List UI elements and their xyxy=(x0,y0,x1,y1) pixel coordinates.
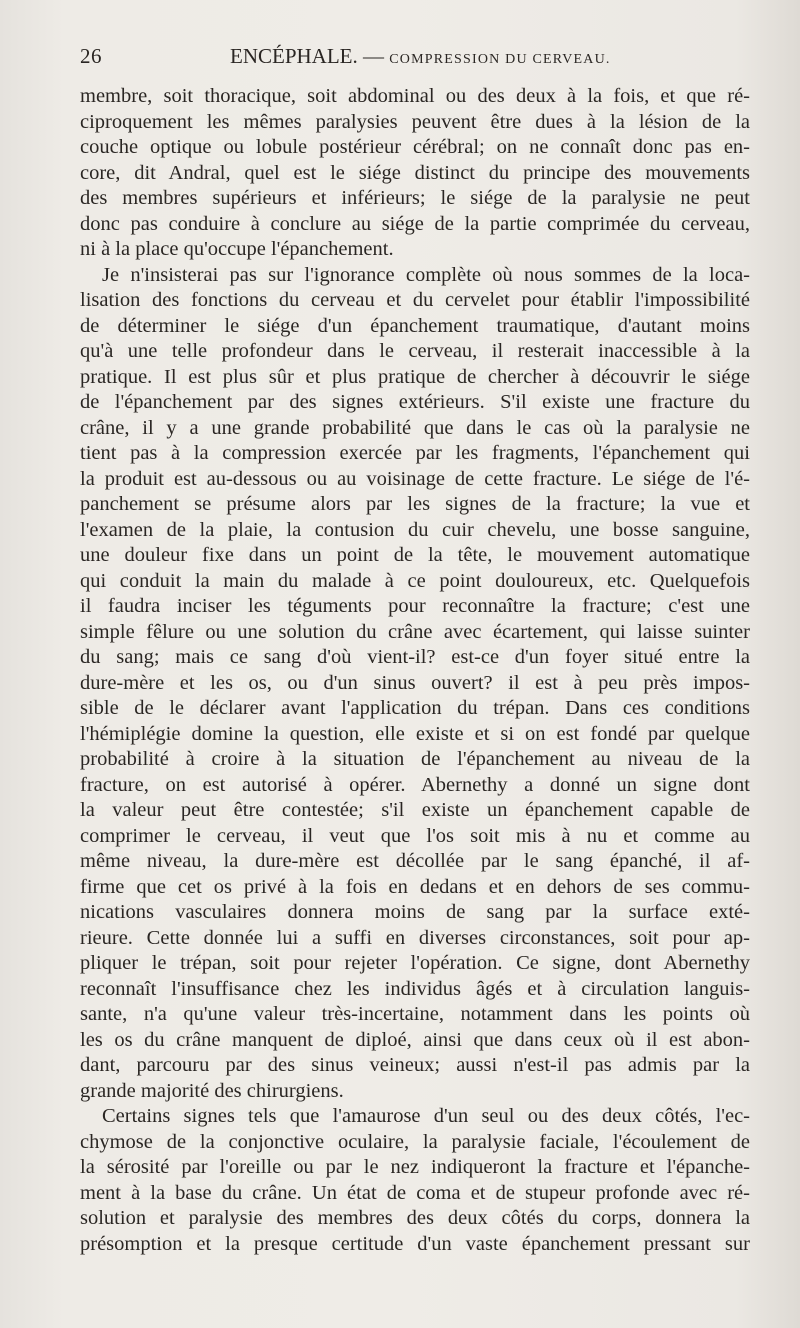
running-title-subject: COMPRESSION DU CERVEAU. xyxy=(389,52,611,67)
text-line: sible de le déclarer avant l'application du trépan. Dans ces conditions xyxy=(80,697,750,719)
text-line: chymose de la conjonctive oculaire, la paralysie faciale, l'écoulement de xyxy=(80,1130,750,1153)
text-line: qu'à une telle profondeur dans le cerveau, il resterait inaccessible à la xyxy=(80,340,750,362)
text-line: reconnaît l'insuffisance chez les individus âgés et à circulation languis- xyxy=(80,977,750,1000)
page-number: 26 xyxy=(80,44,102,68)
text-line: lisation des fonctions du cerveau et du cervelet pour établir l'impossibilité xyxy=(80,289,750,311)
text-line: la sérosité par l'oreille ou par le nez indiqueront la fracture et l'épanche- xyxy=(80,1156,750,1178)
text-line: qui conduit la main du malade à ce point douloureux, etc. Quelquefois xyxy=(80,569,750,592)
text-line: sante, n'a qu'une valeur très-incertaine, notamment dans les points où xyxy=(80,1003,750,1025)
text-line: présomption et la presque certitude d'un vaste épanchement pressant sur xyxy=(80,1232,750,1255)
text-line: de l'épanchement par des signes extérieurs. S'il existe une fracture du xyxy=(80,391,750,413)
text-line: rieure. Cette donnée lui a suffi en diverses circonstances, soit pour ap- xyxy=(80,926,750,949)
text-line: solution et paralysie des membres des deux côtés du corps, donnera la xyxy=(80,1207,750,1229)
text-line: l'examen de la plaie, la contusion du cuir chevelu, une bosse sanguine, xyxy=(80,518,750,541)
text-line: la produit est au-dessous ou au voisinage de cette fracture. Le siége de l'é- xyxy=(80,467,750,490)
text-line: dant, parcouru par des sinus veineux; aussi n'est-il pas admis par la xyxy=(80,1054,750,1076)
text-line: crâne, il y a une grande probabilité que dans le cas où la paralysie ne xyxy=(80,416,750,439)
text-line: tient pas à la compression exercée par les fragments, l'épanchement qui xyxy=(80,442,750,464)
text-line: une douleur fixe dans un point de la tête, le mouvement automatique xyxy=(80,544,750,566)
text-line: grande majorité des chirurgiens. xyxy=(80,1079,344,1102)
text-line: core, dit Andral, quel est le siége distinct du principe des mouvements xyxy=(80,161,750,184)
text-line: couche optique ou lobule postérieur cérébral; on ne connaît donc pas en- xyxy=(80,136,750,158)
text-line: du sang; mais ce sang d'où vient-il? est-ce d'un foyer situé entre la xyxy=(80,646,750,668)
text-line: des membres supérieurs et inférieurs; le siége de la paralysie ne peut xyxy=(80,187,750,209)
text-line: il faudra inciser les téguments pour reconnaître la fracture; c'est une xyxy=(80,595,750,617)
text-line: la valeur peut être contestée; s'il existe un épanchement capable de xyxy=(80,799,750,821)
running-header xyxy=(80,44,750,72)
text-line: comprimer le cerveau, il veut que l'os soit mis à nu et comme au xyxy=(80,824,750,847)
text-line: Certains signes tels que l'amaurose d'un seul ou des deux côtés, l'ec- xyxy=(102,1105,750,1127)
text-line: firme que cet os privé à la fois en dedans et en dehors de ses commu- xyxy=(80,875,750,898)
text-line: dure-mère et les os, ou d'un sinus ouvert? il est à peu près impos- xyxy=(80,671,750,694)
text-line: l'hémiplégie domine la question, elle existe et si on est fondé par quelque xyxy=(80,722,750,745)
text-line: ment à la base du crâne. Un état de coma et de stupeur profonde avec ré- xyxy=(80,1181,750,1204)
text-line: nications vasculaires donnera moins de sang par la surface exté- xyxy=(80,901,750,923)
text-line: même niveau, la dure-mère est décollée par le sang épanché, il af- xyxy=(80,850,750,872)
text-line: de déterminer le siége d'un épanchement traumatique, d'autant moins xyxy=(80,314,750,337)
text-line: ni à la place qu'occupe l'épanchement. xyxy=(80,238,394,260)
text-line: panchement se présume alors par les signes de la fracture; la vue et xyxy=(80,493,750,515)
text-line: fracture, on est autorisé à opérer. Abernethy a donné un signe dont xyxy=(80,773,750,796)
body-text xyxy=(80,84,750,1257)
text-line: simple fêlure ou une solution du crâne avec écartement, qui laisse suinter xyxy=(80,620,750,643)
text-line: les os du crâne manquent de diploé, ainsi que dans ceux où il est abon- xyxy=(80,1028,750,1051)
text-line: probabilité à croire à la situation de l'épanchement au niveau de la xyxy=(80,748,750,770)
text-line: Je n'insisterai pas sur l'ignorance complète où nous sommes de la loca- xyxy=(102,263,750,286)
text-line: membre, soit thoracique, soit abdominal ou des deux à la fois, et que ré- xyxy=(80,85,750,107)
running-title-main: ENCÉPHALE. — xyxy=(230,44,384,68)
text-line: pliquer le trépan, soit pour rejeter l'opération. Ce signe, dont Abernethy xyxy=(80,952,750,974)
running-title xyxy=(230,44,611,69)
text-line: pratique. Il est plus sûr et plus pratique de chercher à découvrir le siége xyxy=(80,365,750,388)
text-line: ciproquement les mêmes paralysies peuvent être dues à la lésion de la xyxy=(80,110,750,133)
text-line: donc pas conduire à conclure au siége de la partie comprimée du cerveau, xyxy=(80,212,750,235)
